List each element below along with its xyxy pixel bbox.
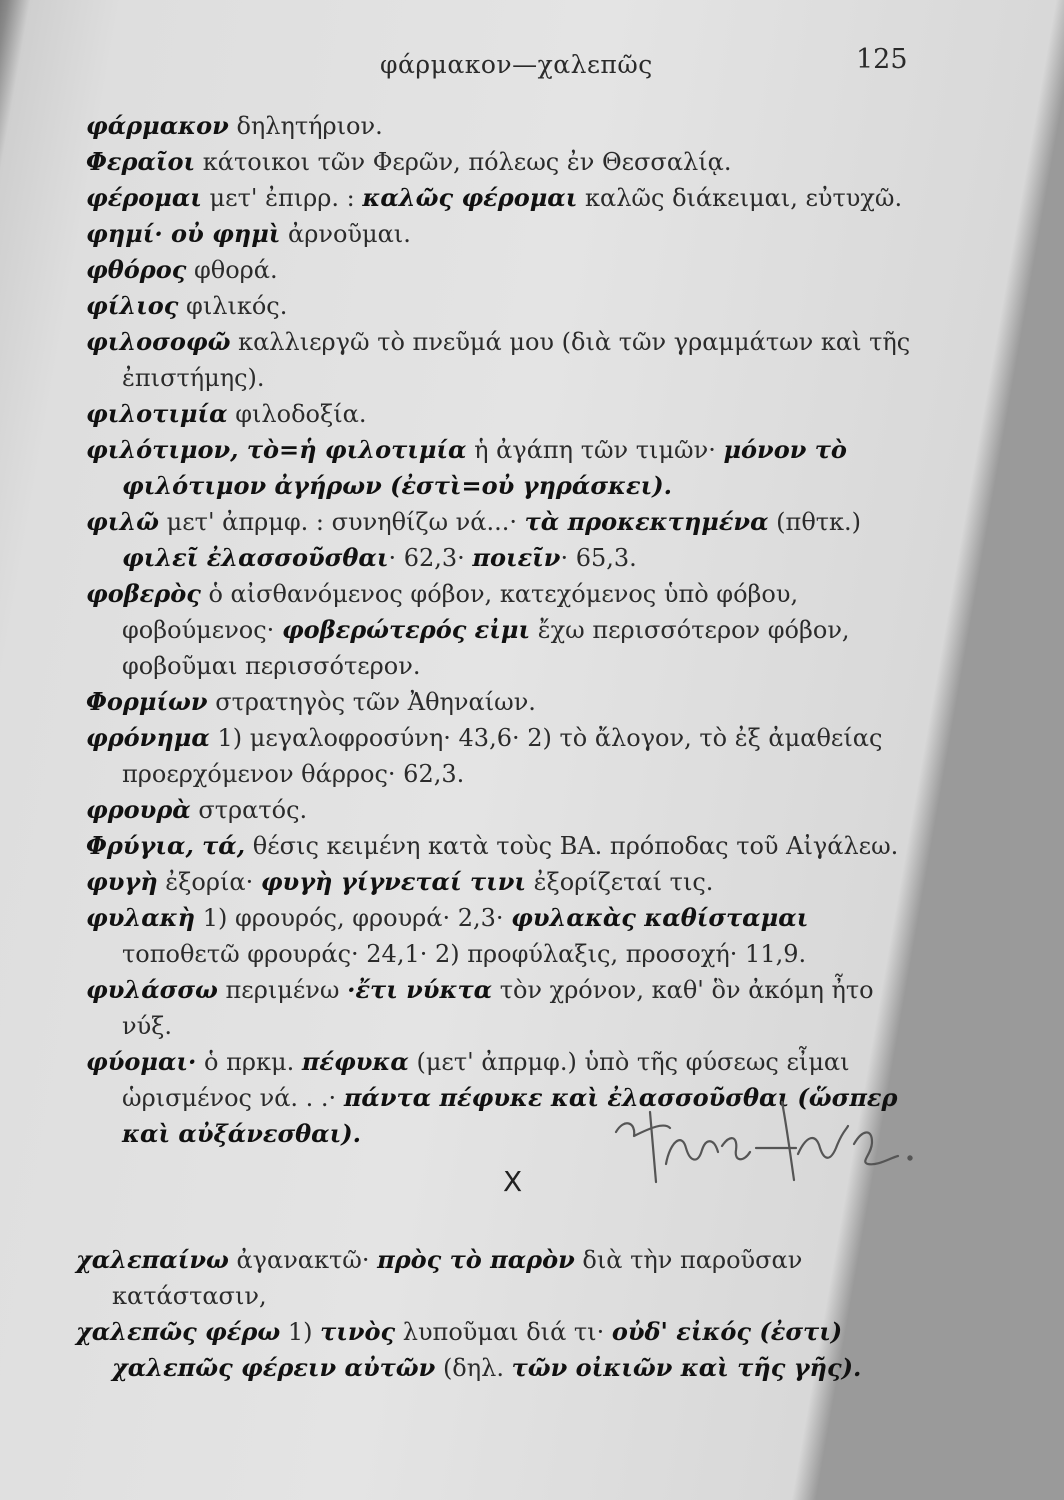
entry-headword: Φρύγια, τά, xyxy=(86,831,246,860)
glossary-entry xyxy=(86,396,931,432)
entry-headword: φιλοσοφῶ xyxy=(86,327,231,356)
entry-phrase: οὐδ' εἰκός (ἐστι) χαλεπῶς φέρειν αὐτῶν xyxy=(112,1317,843,1382)
entry-definition: διὰ τὴν παροῦσαν κατάστασιν, xyxy=(112,1246,803,1310)
entry-definition: καλλιεργῶ τὸ πνεῦμά μου (διὰ τῶν γραμμάτων καὶ τῆς ἐπιστήμης). xyxy=(122,328,911,392)
entry-headword: φιλοτιμία xyxy=(86,399,228,428)
page-header xyxy=(0,44,1064,84)
glossary-entry xyxy=(86,216,931,252)
entry-phrase: πάντα πέφυκε καὶ ἐλασσοῦσθαι (ὥσπερ καὶ αὐξάνεσθαι). xyxy=(122,1083,898,1148)
glossary-entry xyxy=(86,288,931,324)
glossary-entry xyxy=(76,1242,931,1314)
entry-definition: · 62,3· xyxy=(388,544,473,572)
glossary-entries-phi xyxy=(86,108,931,1152)
entry-definition: ἐξορία· xyxy=(157,868,261,896)
entry-headword: φοβερὸς xyxy=(86,579,201,608)
entry-headword: φιλῶ xyxy=(86,507,160,536)
entry-definition: 1) xyxy=(280,1318,321,1346)
entry-definition: 1) μεγαλοφροσύνη· 43,6· 2) τὸ ἄλογον, τὸ ἐξ ἀμαθείας προερχόμενον θάρρος· 62,3. xyxy=(122,724,883,788)
entry-phrase: πέφυκα xyxy=(301,1047,409,1076)
entry-phrase: φιλεῖ ἐλασσοῦσθαι xyxy=(122,543,389,572)
running-title: φάρμακον—χαλεπῶς xyxy=(380,50,653,79)
glossary-entry xyxy=(86,864,931,900)
glossary-entries-chi xyxy=(76,1242,931,1386)
entry-definition: ἀγανακτῶ· xyxy=(228,1246,378,1274)
entry-headword: φέρομαι xyxy=(86,183,202,212)
entry-phrase: φοβερώτερός εἰμι xyxy=(281,615,531,644)
glossary-entry xyxy=(86,792,931,828)
entry-headword: φθόρος xyxy=(86,255,187,284)
glossary-entry xyxy=(86,900,931,972)
entry-headword: φυλάσσω xyxy=(86,975,218,1004)
entry-phrase: ποιεῖν xyxy=(472,543,561,572)
glossary-entry xyxy=(86,576,931,684)
entry-definition: θέσις κειμένη κατὰ τοὺς ΒΑ. πρόποδας τοῦ Αἰγάλεω. xyxy=(245,832,899,860)
entry-definition: 1) φρουρός, φρουρά· 2,3· xyxy=(195,904,512,932)
entry-phrase: καλῶς φέρομαι xyxy=(362,183,578,212)
entry-phrase: πρὸς τὸ παρὸν xyxy=(377,1245,575,1274)
entry-phrase: φυλακὰς καθίσταμαι xyxy=(511,903,809,932)
glossary-entry xyxy=(76,1314,931,1386)
entry-definition: καλῶς διάκειμαι, εὐτυχῶ. xyxy=(577,184,903,212)
glossary-entry xyxy=(86,108,931,144)
glossary-entry xyxy=(86,252,931,288)
entry-headword: φίλιος xyxy=(86,291,179,320)
entry-headword: φύομαι· xyxy=(86,1047,197,1076)
entry-headword: φρουρὰ xyxy=(86,795,191,824)
glossary-entry xyxy=(86,324,931,396)
entry-definition: ὁ πρκμ. xyxy=(196,1048,302,1076)
glossary-entry xyxy=(86,972,931,1044)
entry-definition: (μετ' ἀπρμφ.) ὑπὸ τῆς φύσεως εἶμαι ὡρισμένος νά. . .· xyxy=(122,1048,850,1112)
entry-definition: ἡ ἀγάπη τῶν τιμῶν· xyxy=(466,436,724,464)
entry-phrase: τὰ προκεκτημένα xyxy=(524,507,769,536)
page-number: 125 xyxy=(856,44,908,75)
entry-headword: Φεραῖοι xyxy=(86,147,196,176)
entry-headword: φυγὴ xyxy=(86,867,158,896)
entry-headword: φρόνημα xyxy=(86,723,210,752)
glossary-entry xyxy=(86,144,931,180)
handwritten-signature xyxy=(610,1092,920,1187)
entry-headword: χαλεπαίνω xyxy=(76,1245,229,1274)
entry-headword: φυλακὴ xyxy=(86,903,196,932)
glossary-entry xyxy=(86,432,931,504)
section-letter: Χ xyxy=(503,1165,523,1198)
entry-definition: στρατηγὸς τῶν Ἀθηναίων. xyxy=(207,688,536,716)
entry-headword: χαλεπῶς φέρω xyxy=(76,1317,281,1346)
entry-phrase: τῶν οἰκιῶν καὶ τῆς γῆς). xyxy=(511,1353,862,1382)
glossary-entry xyxy=(86,828,931,864)
entry-headword: Φορμίων xyxy=(86,687,208,716)
entry-definition: ἀρνοῦμαι. xyxy=(280,220,411,248)
entry-definition: ὁ αἰσθανόμενος φόβον, κατεχόμενος ὑπὸ φόβου, φοβούμενος· xyxy=(122,580,799,644)
entry-definition: κάτοικοι τῶν Φερῶν, πόλεως ἐν Θεσσαλίᾳ. xyxy=(195,148,732,176)
glossary-entry xyxy=(86,504,931,576)
entry-definition: (πθτκ.) xyxy=(768,508,862,536)
glossary-entry xyxy=(86,684,931,720)
glossary-entry xyxy=(86,180,931,216)
entry-definition: · 65,3. xyxy=(560,544,637,572)
entry-headword: φάρμακον xyxy=(86,111,229,140)
entry-definition: τοποθετῶ φρουράς· 24,1· 2) προφύλαξις, προσοχή· 11,9. xyxy=(122,940,807,968)
entry-headword: φημί· οὐ φημὶ xyxy=(86,219,281,248)
entry-definition: τὸν χρόνον, καθ' ὃν ἀκόμη ἦτο νύξ. xyxy=(122,976,874,1040)
entry-definition: δηλητήριον. xyxy=(228,112,383,140)
entry-definition: λυποῦμαι διά τι· xyxy=(395,1318,612,1346)
entry-phrase: ·ἔτι νύκτα xyxy=(347,975,493,1004)
entry-definition: μετ' ἐπιρρ. : xyxy=(201,184,363,212)
entry-definition: φιλικός. xyxy=(178,292,288,320)
glossary-entry xyxy=(86,720,931,792)
entry-definition: περιμένω xyxy=(217,976,348,1004)
entry-definition: στρατός. xyxy=(190,796,308,824)
entry-definition: φιλοδοξία. xyxy=(227,400,367,428)
entry-phrase: μόνον τὸ φιλότιμον ἀγήρων (ἐστὶ=οὐ γηράσκει). xyxy=(122,435,847,500)
entry-definition: ἐξορίζεταί τις. xyxy=(526,868,714,896)
entry-headword: φιλότιμον, τὸ=ἡ φιλοτιμία xyxy=(86,435,467,464)
entry-definition: φθορά. xyxy=(186,256,278,284)
entry-phrase: φυγὴ γίγνεταί τινι xyxy=(260,867,527,896)
entry-definition: ἔχω περισσότερον φόβον, φοβοῦμαι περισσότερον. xyxy=(122,616,850,680)
entry-definition: (δηλ. xyxy=(435,1354,512,1382)
entry-phrase: τινὸς xyxy=(320,1317,396,1346)
entry-definition: μετ' ἀπρμφ. : συνηθίζω νά...· xyxy=(159,508,525,536)
